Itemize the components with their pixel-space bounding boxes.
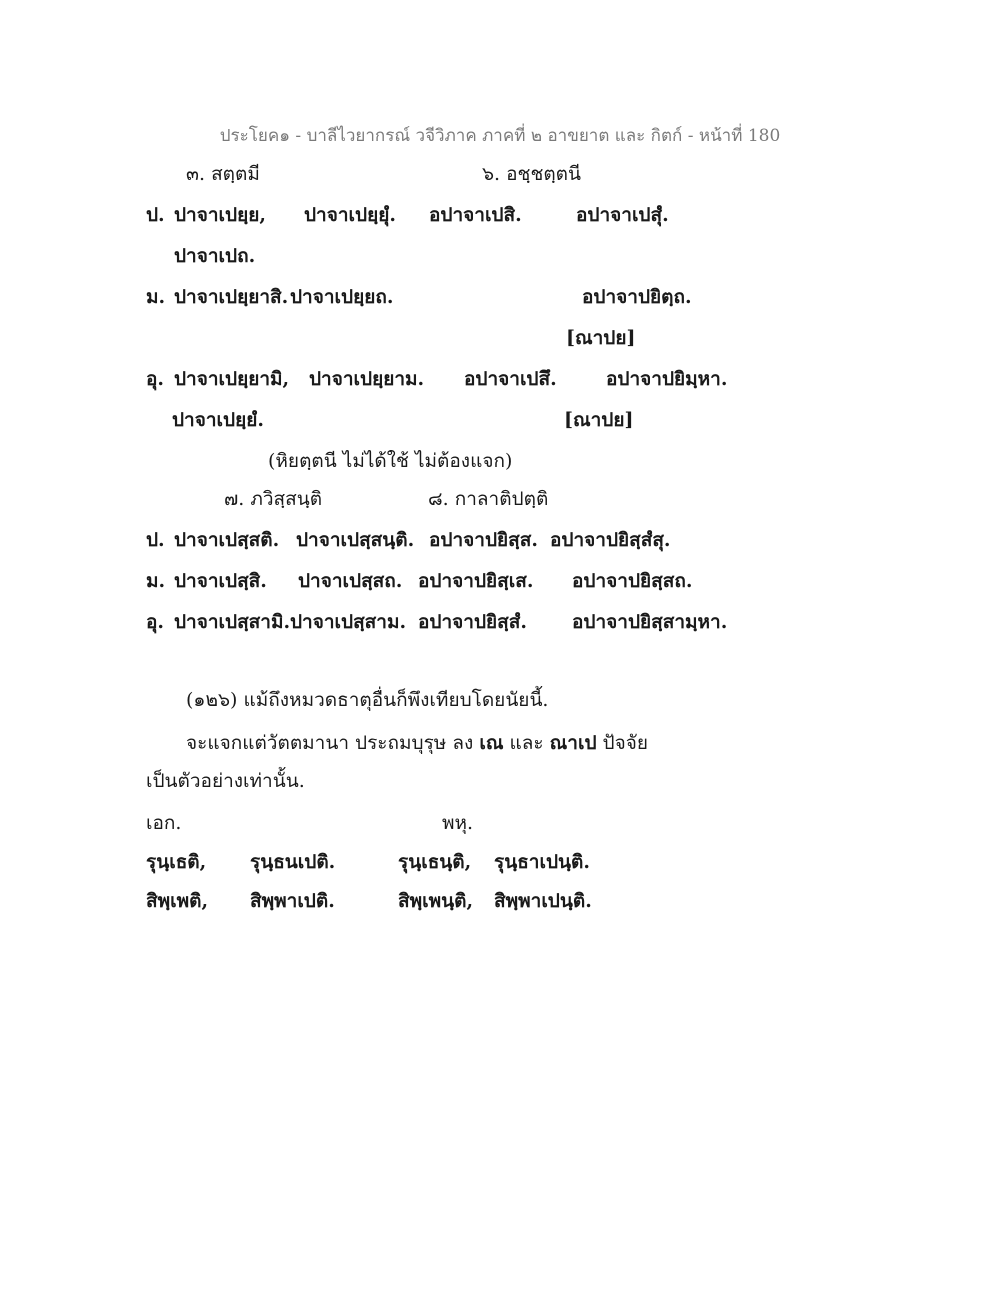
form: ปาจาเปยฺย, bbox=[174, 204, 266, 226]
form: ปาจาเปยฺยาสิ. bbox=[174, 286, 289, 308]
form: รุนฺเธนฺติ, bbox=[398, 851, 472, 873]
person-label: ม. bbox=[146, 570, 166, 592]
form: อปาจาปยิสฺเส. bbox=[418, 570, 534, 592]
form: ปาจาเปสฺสาม. bbox=[290, 611, 407, 633]
suffix-ne: เณ bbox=[479, 732, 504, 754]
form: อปาจาปยิสฺสํสุ. bbox=[550, 529, 671, 551]
remark-hiyattani: (หิยตฺตนี ไม่ได้ใช้ ไม่ต้องแจก) bbox=[268, 450, 513, 472]
form: ปาจาเปสฺสนฺติ. bbox=[296, 529, 415, 551]
form: อปาจาปยิมฺหา. bbox=[606, 368, 728, 390]
column-header-plural: พหุ. bbox=[442, 812, 474, 834]
tense-heading-sattami: ๓. สตฺตมี bbox=[186, 163, 260, 185]
note-napaya: [ณาปย] bbox=[564, 409, 634, 431]
form: ปาจาเปสฺสติ. bbox=[174, 529, 280, 551]
form: อปาจาปยิสฺส. bbox=[429, 529, 538, 551]
form: ปาจาเปยฺยาม. bbox=[309, 368, 425, 390]
form: ปาจาเปสฺสามิ. bbox=[174, 611, 291, 633]
person-label: ม. bbox=[146, 286, 166, 308]
form: อปาจาปยิสฺสํ. bbox=[418, 611, 527, 633]
form: สิพฺพาเปนฺติ. bbox=[494, 890, 592, 912]
form: อปาจาปยิสฺสถ. bbox=[572, 570, 693, 592]
paragraph-example-intro-cont: เป็นตัวอย่างเท่านั้น. bbox=[146, 770, 305, 792]
tense-heading-ajjattani: ๖. อชฺชตฺตนี bbox=[482, 163, 582, 185]
text: ปัจจัย bbox=[596, 732, 649, 754]
tense-heading-bhavissanti: ๗. ภวิสฺสนฺติ bbox=[224, 488, 323, 510]
form: รุนฺเธติ, bbox=[146, 851, 207, 873]
form: ปาจาเปสฺสิ. bbox=[174, 570, 267, 592]
form: อปาจาเปสิ. bbox=[429, 204, 522, 226]
form: รุนฺธนเปติ. bbox=[250, 851, 336, 873]
note-napaya: [ณาปย] bbox=[566, 327, 636, 349]
form: ปาจาเปสฺสถ. bbox=[298, 570, 403, 592]
person-label: อุ. bbox=[146, 368, 165, 390]
page-header: ประโยค๑ - บาลีไวยากรณ์ วจีวิภาค ภาคที่ ๒ อาขยาต และ กิตก์ - หน้าที่ 180 bbox=[219, 126, 781, 146]
form: อปาจาปยิตฺถ. bbox=[582, 286, 692, 308]
text: จะแจกแต่วัตตมานา ประถมบุรุษ ลง bbox=[186, 732, 480, 754]
tense-heading-kalatipatti: ๘. กาลาติปตฺติ bbox=[428, 488, 549, 510]
form: อปาจาเปสุํ. bbox=[576, 204, 669, 226]
form: ปาจาเปยฺยามิ, bbox=[174, 368, 290, 390]
person-label: ป. bbox=[146, 529, 165, 551]
form: รุนฺธาเปนฺติ. bbox=[494, 851, 590, 873]
person-label: ป. bbox=[146, 204, 165, 226]
form: ปาจาเปยฺยุํ. bbox=[304, 204, 396, 226]
form: สิพฺพาเปติ. bbox=[250, 890, 335, 912]
form: อปาจาปยิสฺสามฺหา. bbox=[572, 611, 728, 633]
conjugation-row-p-cont: ปาจาเปถ. bbox=[174, 245, 256, 267]
paragraph-126: (๑๒๖) แม้ถึงหมวดธาตุอื่นก็พึงเทียบโดยนัยนี้. bbox=[186, 689, 549, 711]
form: สิพฺเพนฺติ, bbox=[398, 890, 474, 912]
suffix-nape: ณาเป bbox=[549, 732, 597, 754]
form: ปาจาเปยฺยถ. bbox=[290, 286, 394, 308]
person-label: อุ. bbox=[146, 611, 165, 633]
text: และ bbox=[503, 732, 550, 754]
form: สิพฺเพติ, bbox=[146, 890, 209, 912]
paragraph-example-intro bbox=[186, 731, 648, 755]
conjugation-row-u-cont: ปาจาเปยฺยํ. bbox=[172, 409, 264, 431]
form: อปาจาเปสึ. bbox=[464, 368, 557, 390]
column-header-singular: เอก. bbox=[146, 812, 182, 834]
